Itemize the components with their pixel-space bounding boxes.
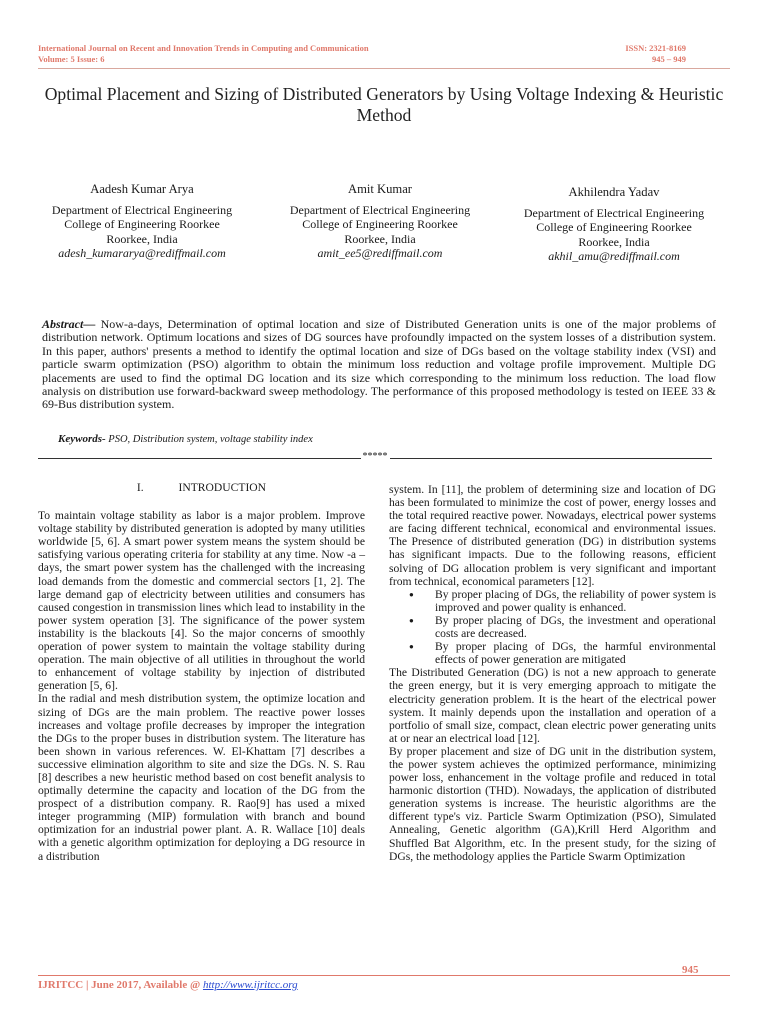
keywords: [58, 433, 313, 445]
journal-header: [38, 43, 369, 65]
issn: ISSN: 2321-8169: [625, 43, 686, 53]
footer-divider: [38, 975, 730, 976]
body-paragraph: By proper placement and size of DG unit in the distribution system, the power system achieves the optimized performance, minimizing power loss, enhancement in the voltage profile and reduced in total harmonic distortion (THD). Nowadays, the application of distributed generation systems is increase. The heuristic algorithms are the different type's viz. Particle Swarm Optimization (PSO), Simulated Annealing, Genetic algorithm (GA),Krill Herd Algorithm and Shuffled Bat Algorithm, etc. In the present study, for the sizing of DGs, the methodology applies the Particle Swarm Optimization: [389, 744, 716, 863]
body-paragraph: The Distributed Generation (DG) is not a new approach to generate the green energy, but it is very emerging approach to mitigate the electricity generation problem. It is the heart of the electrical power system. It mainly depends upon the installation and operation of a portfolio of small size, compact, clean electric power generating units at or near an electrical load [12].: [389, 666, 716, 745]
author-location: Roorkee, India: [106, 231, 178, 246]
journal-volume: Volume: 5 Issue: 6: [38, 54, 105, 64]
author-email[interactable]: amit_ee5@rediffmail.com: [317, 246, 443, 260]
author-dept: Department of Electrical Engineering: [289, 202, 471, 217]
section-separator: [38, 453, 712, 464]
section-heading: [38, 481, 365, 494]
page-range: 945 – 949: [652, 54, 686, 64]
author-college: College of Engineering Roorkee: [302, 217, 458, 231]
author-dept: Department of Electrical Engineering: [523, 205, 705, 220]
author-name: Aadesh Kumar Arya: [90, 182, 194, 196]
author-email[interactable]: akhil_amu@rediffmail.com: [548, 249, 680, 263]
author-email[interactable]: adesh_kumararya@rediffmail.com: [58, 246, 226, 260]
separator-stars: *****: [362, 451, 388, 462]
right-column: [389, 483, 716, 863]
paper-title: Optimal Placement and Sizing of Distributed Generators by Using Voltage Indexing & Heuristic Method: [44, 84, 724, 125]
author-college: College of Engineering Roorkee: [536, 220, 692, 234]
journal-link[interactable]: http://www.ijritcc.org: [202, 979, 298, 991]
header-divider: [38, 68, 730, 69]
left-column: [38, 481, 365, 863]
footer-text: IJRITCC | June 2017, Available @: [38, 979, 203, 991]
author-name: Amit Kumar: [347, 182, 412, 196]
list-item: ● By proper placing of DGs, the reliability of power system is improved and power quality is enhanced.: [409, 588, 716, 614]
author-location: Roorkee, India: [344, 231, 416, 246]
body-paragraph: To maintain voltage stability as labor is a major problem. Improve voltage stability by distributed generation is adopted by many utilities worldwide [5, 6]. A smart power system means the system should be satisfying various operating criteria for stability at any time. Now -a –days, the smart power system has the challenged with the increasing load demands from the domestic and commercial sectors [1, 2]. The large demand gap of electricity between utilities and consumers has caused congestion in transmission lines which lead to instability in the power system operation [3]. The significance of the power system instability is the blackouts [4]. So the major concerns of smoothly operation of power system to maintain the voltage stability during operation. The main objective of all utilities in throughout the world to enhancement of voltage stability by injection of distributed generation [5, 6].: [38, 509, 365, 693]
issn-header: [625, 43, 686, 65]
author-college: College of Engineering Roorkee: [64, 217, 220, 231]
page-number: 945: [682, 964, 699, 976]
body-paragraph: system. In [11], the problem of determining size and location of DG has been formulated to minimize the cost of power, energy losses and the total required reactive power. Nowadays, electrical power systems are facing different technical, economical and environmental issues. The Presence of distributed generation (DG) in distribution systems has significant impacts. Due to the following reasons, efficient solving of DG allocation problem is very significant and important from technical, economical parameters [12].: [389, 483, 716, 588]
journal-name: International Journal on Recent and Innovation Trends in Computing and Communication: [38, 43, 369, 53]
author-block: [270, 182, 490, 261]
footer: [38, 979, 298, 991]
abstract-text: Now-a-days, Determination of optimal location and size of Distributed Generation units is one of the major problems of distribution network. Optimum locations and sizes of DG sources have profoundly impacted on the system losses of a distribution system. In this paper, authors' presents a method to identify the optimal location and size of DGs based on the voltage stability index (VSI) and particle swarm optimization (PSO) algorithm to obtain the minimum loss reduction and voltage profile improvement. Multiple DG placements are used to find the optimal DG location and its size which corresponding to the minimum loss reduction. The load flow analysis on distribution use forward-backward sweep methodology. The performance of this proposed methodology is tested on IEEE 33 & 69-Bus distribution system.: [42, 317, 716, 412]
keywords-label: Keywords-: [58, 433, 106, 445]
separator-line: [390, 458, 713, 459]
author-name: Akhilendra Yadav: [568, 185, 660, 199]
author-dept: Department of Electrical Engineering: [51, 202, 233, 217]
section-title: INTRODUCTION: [178, 481, 267, 494]
abstract: [42, 318, 716, 412]
list-item: ● By proper placing of DGs, the harmful environmental effects of power generation are mitigated: [409, 640, 716, 666]
author-block: [32, 182, 252, 261]
section-number: I.: [136, 481, 144, 494]
keywords-text: PSO, Distribution system, voltage stability index: [105, 434, 313, 445]
author-block: [504, 185, 724, 264]
bullet-list: [389, 588, 716, 667]
author-location: Roorkee, India: [578, 234, 650, 249]
list-item: ● By proper placing of DGs, the investment and operational costs are decreased.: [409, 614, 716, 640]
body-paragraph: In the radial and mesh distribution system, the optimize location and sizing of DGs are the main problem. The reactive power losses increases and voltage profile decreases by improper the integration the DGs to the proper buses in distribution system. The literature has been shown in various references. W. El-Khattam [7] describes a successive elimination algorithm to site and size the DGs. N. S. Rau [8] describes a new heuristic method based on cost benefit analysis to optimally determine the capacity and location of the DG from the prospect of a distribution company. R. Rao[9] has used a mixed integer programming (MIP) formulation with branch and bound optimization for an industrial power plant. A. R. Wallace [10] deals with a genetic algorithm optimization for deploying a DG resource in a distribution: [38, 692, 365, 863]
separator-line: [38, 458, 361, 459]
abstract-label: Abstract—: [42, 317, 96, 331]
